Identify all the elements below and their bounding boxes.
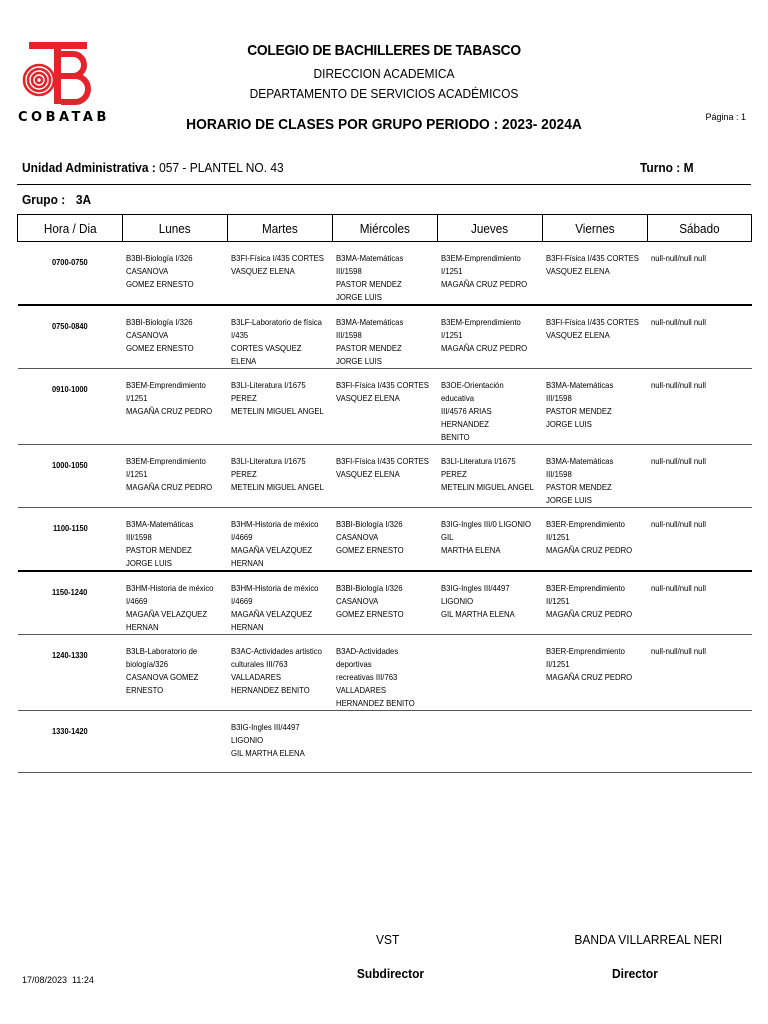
class-text: B3IG-Ingles III/4497 LIGONIO GIL MARTHA ELENA (230, 722, 305, 758)
class-text: B3IG-Ingles III/0 LIGONIO GIL MARTHA ELENA (440, 519, 531, 555)
class-cell (648, 445, 752, 508)
class-cell (543, 571, 648, 635)
class-text: B3BI-Biología I/326 CASANOVA GOMEZ ERNESTO (335, 583, 404, 619)
class-text: B3EM-Emprendimiento I/1251 MAGAÑA CRUZ PEDRO (125, 380, 212, 416)
hour-cell (18, 445, 123, 508)
class-text: B3LF-Laboratorio de física I/435 CORTES VASQUEZ ELENA (230, 317, 322, 366)
logo-text: COBATAB (18, 110, 110, 125)
class-text: B3AD-Actividades deportivas recreativas III/763 VALLADARES HERNANDEZ BENITO (335, 646, 415, 708)
class-cell (123, 445, 228, 508)
class-text: null-null/null null (650, 253, 706, 263)
hour-cell (18, 635, 123, 711)
document-title: HORARIO DE CLASES POR GRUPO PERIODO : 2023- 2024A (186, 116, 582, 133)
class-text: B3BI-Biología I/326 CASANOVA GOMEZ ERNESTO (335, 519, 404, 555)
class-cell (228, 711, 333, 773)
signature-name-director: BANDA VILLARREAL NERI (574, 932, 723, 947)
hour-label: 1150-1240 (52, 587, 88, 597)
class-cell (123, 571, 228, 635)
unidad-label: Unidad Administrativa : (22, 160, 156, 175)
hour-label: 1100-1150 (52, 523, 88, 533)
class-text: B3ER-Emprendimiento II/1251 MAGAÑA CRUZ PEDRO (545, 646, 632, 682)
table-header-row (18, 215, 752, 242)
class-cell (438, 571, 543, 635)
turno-value: M (683, 160, 694, 175)
class-cell (228, 571, 333, 635)
unidad-value: 057 - PLANTEL NO. 43 (159, 160, 284, 175)
class-cell (333, 242, 438, 306)
class-text: B3LB-Laboratorio de biología/326 CASANOVA GOMEZ ERNESTO (125, 646, 198, 695)
class-cell (648, 369, 752, 445)
class-cell (333, 305, 438, 369)
class-cell (333, 571, 438, 635)
col-header-hora: Hora / Dia (18, 215, 123, 242)
class-text: null-null/null null (650, 317, 706, 327)
class-text: B3MA-Matemáticas III/1598 PASTOR MENDEZ JORGE LUIS (335, 253, 403, 302)
class-text: B3LI-Literatura I/1675 PEREZ METELIN MIGUEL ANGEL (230, 380, 324, 416)
direction-name: DIRECCION ACADEMICA (313, 66, 455, 81)
hour-cell (18, 305, 123, 369)
class-text: B3BI-Biología I/326 CASANOVA GOMEZ ERNESTO (125, 317, 194, 353)
table-row (18, 369, 752, 445)
class-cell (648, 635, 752, 711)
class-text: B3BI-Biología I/326 CASANOVA GOMEZ ERNESTO (125, 253, 194, 289)
class-text: B3MA-Matemáticas III/1598 PASTOR MENDEZ JORGE LUIS (125, 519, 193, 568)
table-row (18, 571, 752, 635)
class-cell (543, 305, 648, 369)
class-cell (543, 508, 648, 572)
hour-label: 0700-0750 (52, 257, 88, 267)
signature-name-subdirector: VST (376, 932, 400, 947)
schedule-table (17, 214, 752, 773)
grupo-value: 3A (75, 192, 92, 207)
class-cell (333, 508, 438, 572)
unidad-administrativa (22, 160, 284, 175)
class-text: B3HM-Historia de méxico I/4669 MAGAÑA VELAZQUEZ HERNAN (125, 583, 213, 632)
table-row (18, 508, 752, 572)
col-header-jueves: Jueves (438, 215, 543, 242)
class-cell (123, 508, 228, 572)
class-text: B3FI-Física I/435 CORTES VASQUEZ ELENA (335, 380, 429, 403)
class-cell (438, 508, 543, 572)
class-cell (123, 711, 228, 773)
col-header-martes: Martes (228, 215, 333, 242)
class-text: null-null/null null (650, 646, 706, 656)
class-cell (333, 445, 438, 508)
col-header-viernes: Viernes (543, 215, 648, 242)
class-cell (648, 508, 752, 572)
class-text: B3OE-Orientación educativa III/4576 ARIAS HERNANDEZ BENITO (440, 380, 504, 442)
divider (17, 184, 751, 185)
class-cell (228, 242, 333, 306)
class-cell (438, 635, 543, 711)
class-cell (543, 635, 648, 711)
grupo-label: Grupo : (22, 192, 66, 207)
class-cell (123, 369, 228, 445)
class-text: B3LI-Literatura I/1675 PEREZ METELIN MIGUEL ANGEL (230, 456, 324, 492)
class-text: B3EM-Emprendimiento I/1251 MAGAÑA CRUZ PEDRO (440, 253, 527, 289)
class-text: B3FI-Física I/435 CORTES VASQUEZ ELENA (545, 253, 639, 276)
class-cell (228, 445, 333, 508)
class-cell (228, 369, 333, 445)
col-header-miercoles: Miércoles (333, 215, 438, 242)
hour-label: 1330-1420 (52, 726, 88, 736)
class-text: B3ER-Emprendimiento II/1251 MAGAÑA CRUZ PEDRO (545, 519, 632, 555)
class-cell (438, 445, 543, 508)
page-number: Página : 1 (705, 112, 746, 122)
class-cell (648, 711, 752, 773)
hour-label: 0910-1000 (52, 384, 88, 394)
class-text: B3HM-Historia de méxico I/4669 MAGAÑA VELAZQUEZ HERNAN (230, 519, 318, 568)
class-text: B3EM-Emprendimiento I/1251 MAGAÑA CRUZ PEDRO (125, 456, 212, 492)
class-cell (438, 305, 543, 369)
class-cell (333, 369, 438, 445)
class-cell (123, 242, 228, 306)
department-name: DEPARTAMENTO DE SERVICIOS ACADÉMICOS (249, 86, 519, 101)
table-row (18, 635, 752, 711)
class-text: B3MA-Matemáticas III/1598 PASTOR MENDEZ JORGE LUIS (335, 317, 403, 366)
hour-cell (18, 711, 123, 773)
class-text: B3ER-Emprendimiento II/1251 MAGAÑA CRUZ PEDRO (545, 583, 632, 619)
class-cell (438, 711, 543, 773)
class-cell (438, 369, 543, 445)
col-header-lunes: Lunes (123, 215, 228, 242)
class-cell (123, 635, 228, 711)
institution-name: COLEGIO DE BACHILLERES DE TABASCO (247, 42, 521, 59)
hour-cell (18, 571, 123, 635)
class-text: B3LI-Literatura I/1675 PEREZ METELIN MIGUEL ANGEL (440, 456, 534, 492)
table-row (18, 445, 752, 508)
class-cell (648, 305, 752, 369)
col-header-sabado: Sábado (648, 215, 752, 242)
class-text: null-null/null null (650, 380, 706, 390)
hour-label: 1240-1330 (52, 650, 88, 660)
class-cell (543, 711, 648, 773)
table-row (18, 242, 752, 306)
class-text: B3MA-Matemáticas III/1598 PASTOR MENDEZ JORGE LUIS (545, 456, 613, 505)
class-text: B3EM-Emprendimiento I/1251 MAGAÑA CRUZ PEDRO (440, 317, 527, 353)
class-cell (228, 635, 333, 711)
class-text: null-null/null null (650, 456, 706, 466)
class-text: null-null/null null (650, 519, 706, 529)
table-row (18, 305, 752, 369)
class-cell (543, 369, 648, 445)
hour-cell (18, 242, 123, 306)
hour-cell (18, 508, 123, 572)
print-date: 17/08/2023 (22, 975, 68, 985)
class-cell (648, 242, 752, 306)
signature-role-subdirector: Subdirector (356, 966, 425, 981)
class-cell (123, 305, 228, 369)
turno (640, 160, 694, 175)
class-text: B3MA-Matemáticas III/1598 PASTOR MENDEZ JORGE LUIS (545, 380, 613, 429)
signature-role-director: Director (611, 966, 658, 981)
class-text: B3FI-Física I/435 CORTES VASQUEZ ELENA (545, 317, 639, 340)
class-cell (543, 445, 648, 508)
class-cell (228, 305, 333, 369)
class-cell (333, 635, 438, 711)
hour-cell (18, 369, 123, 445)
grupo (22, 192, 91, 207)
print-time: 11:24 (72, 975, 94, 985)
class-text: B3AC-Actividades artistico culturales III/763 VALLADARES HERNANDEZ BENITO (230, 646, 322, 695)
turno-label: Turno : (640, 160, 681, 175)
class-text: B3HM-Historia de méxico I/4669 MAGAÑA VELAZQUEZ HERNAN (230, 583, 318, 632)
class-text: B3IG-Ingles III/4497 LIGONIO GIL MARTHA ELENA (440, 583, 515, 619)
hour-label: 0750-0840 (52, 321, 88, 331)
class-text: B3FI-Física I/435 CORTES VASQUEZ ELENA (335, 456, 429, 479)
table-row (18, 711, 752, 773)
class-text: B3FI-Física I/435 CORTES VASQUEZ ELENA (230, 253, 324, 276)
class-text: null-null/null null (650, 583, 706, 593)
class-cell (228, 508, 333, 572)
class-cell (333, 711, 438, 773)
hour-label: 1000-1050 (52, 460, 88, 470)
class-cell (438, 242, 543, 306)
class-cell (648, 571, 752, 635)
class-cell (543, 242, 648, 306)
